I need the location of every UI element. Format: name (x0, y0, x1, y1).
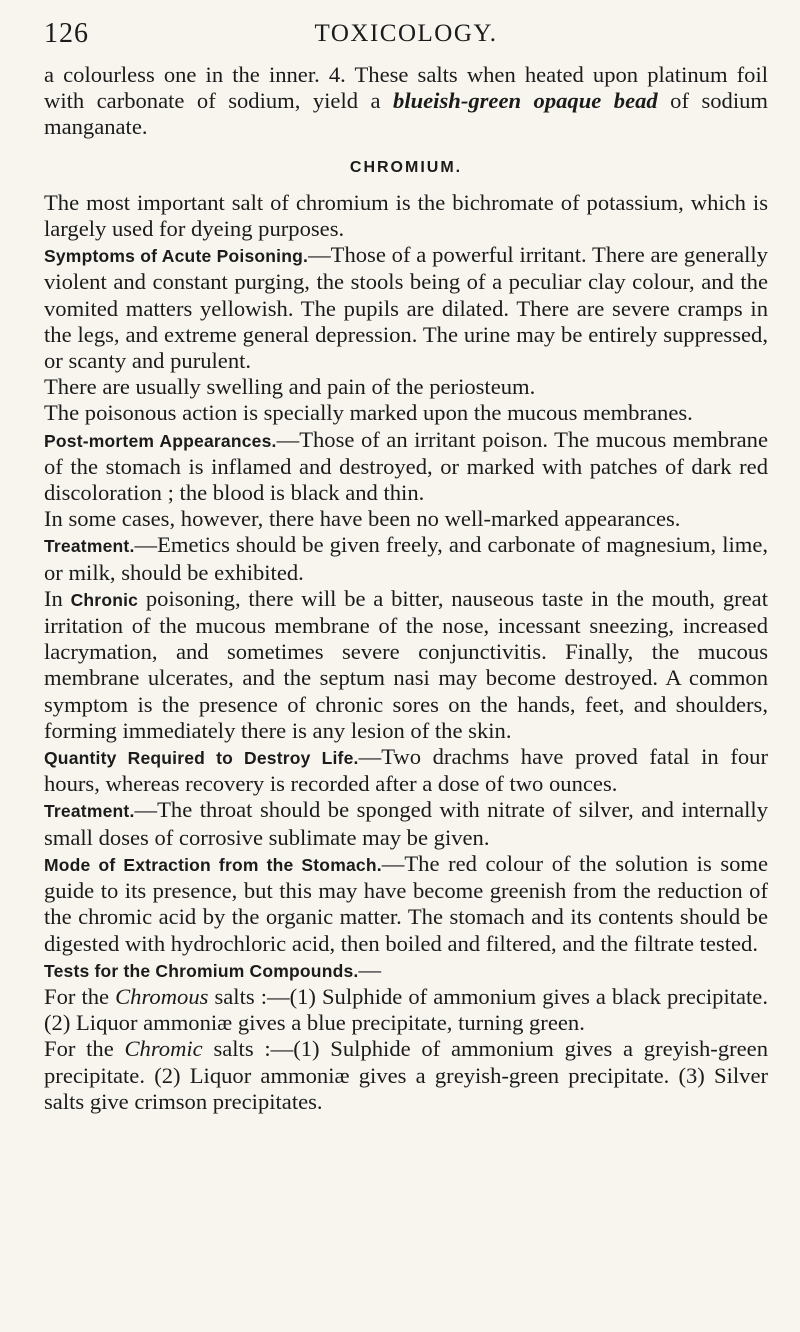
symptoms-text: —Those of a powerful irritant. There are generally violent and constant purging, the stools being of a peculiar clay colour, and the vomited matters yellowish. The pupils are dilated. There are severe cramps in the legs, and extreme general depression. The urine may be entirely suppressed, or scanty and purulent. (44, 242, 768, 374)
symptoms-paragraph (44, 242, 768, 374)
quantity-text: —Two drachms have proved fatal in four hours, whereas recovery is recorded after a dose of two ounces. (44, 744, 768, 797)
intro-emphasis: blueish-green opaque bead (393, 88, 658, 114)
running-title: TOXICOLOGY. (314, 20, 498, 47)
mucous-paragraph: The poisonous action is specially marked upon the mucous membranes. (44, 400, 693, 426)
chromic-before: For the (44, 1036, 125, 1062)
tests-dash: — (358, 956, 382, 982)
postmortem-paragraph (44, 427, 768, 507)
intro-text-before: a colourless one in the inner. 4. These salts when heated upon platinum foil with carbonate of sodium, yield a (44, 62, 768, 114)
chromous-before: For the (44, 983, 116, 1009)
treatment-chronic-text: —The throat should be sponged with nitrate of silver, and internally small doses of corrosive sublimate may be given. (44, 797, 768, 850)
quantity-heading: Quantity Required to Destroy Life. (44, 748, 359, 769)
body-text (44, 62, 768, 1115)
page-number: 126 (44, 18, 89, 49)
extraction-text: —The red colour of the solution is some guide to its presence, but this may have become greenish from the reduction of the chromic acid by the organic matter. The stomach and its contents should be digested with hydrochloric acid, then boiled and filtered, and the filtrate tested. (44, 850, 769, 956)
some-cases-paragraph: In some cases, however, there have been no well-marked appearances. (44, 506, 681, 532)
swelling-paragraph: There are usually swelling and pain of the periosteum. (44, 374, 536, 400)
chronic-text: poisoning, there will be a bitter, nauseous taste in the mouth, great irritation of the mucous membrane of the nose, incessant sneezing, increased lacrymation, and sometimes severe conjunctivitis. Finally, the mucous membrane ulcerates, and the septum nasi may become destroyed. A common symptom is the presence of chronic sores on the hands, feet, and shoulders, forming immediately there is any lesion of the skin. (44, 585, 768, 743)
tests-heading: Tests for the Chromium Compounds. (44, 960, 359, 981)
extraction-paragraph (44, 851, 768, 957)
chronic-paragraph (44, 586, 768, 744)
tests-heading-line (44, 957, 768, 984)
chronic-heading: Chronic (70, 589, 139, 610)
chromic-emphasis: Chromic (124, 1036, 203, 1062)
chromic-text: salts :—(1) Sulphide of ammonium gives a greyish-green precipitate. (2) Liquor ammoniæ gives a greyish-green precipitate. (3) Silver salts give crimson precipitates. (44, 1036, 768, 1114)
treatment-chronic-heading: Treatment. (44, 801, 135, 822)
lead-paragraph: The most important salt of chromium is the bichromate of potassium, which is largely used for dyeing purposes. (44, 189, 768, 242)
postmortem-heading: Post-mortem Appearances. (44, 430, 277, 451)
chromous-emphasis: Chromous (115, 983, 209, 1009)
treatment-acute-heading: Treatment. (44, 536, 135, 557)
intro-paragraph (44, 62, 768, 141)
section-title-chromium: CHROMIUM. (349, 158, 463, 176)
postmortem-text: —Those of an irritant poison. The mucous membrane of the stomach is inflamed and destroyed, or marked with patches of dark red discoloration ; the blood is black and thin. (44, 426, 768, 506)
extraction-heading: Mode of Extraction from the Stomach. (44, 854, 382, 875)
chronic-before: In (44, 585, 71, 611)
treatment-chronic-paragraph (44, 797, 768, 850)
treatment-acute-text: —Emetics should be given freely, and carbonate of magnesium, lime, or milk, should be exhibited. (44, 532, 768, 585)
quantity-paragraph (44, 744, 768, 797)
symptoms-heading: Symptoms of Acute Poisoning. (44, 246, 309, 267)
treatment-acute-paragraph (44, 532, 768, 585)
chromous-paragraph (44, 984, 768, 1036)
chromous-text: salts :—(1) Sulphide of ammonium gives a black precipitate. (2) Liquor ammoniæ gives a blue precipitate, turning green. (44, 983, 768, 1036)
running-head (44, 18, 768, 62)
intro-text-after: of sodium manganate. (44, 88, 768, 140)
chromic-paragraph (44, 1036, 768, 1115)
